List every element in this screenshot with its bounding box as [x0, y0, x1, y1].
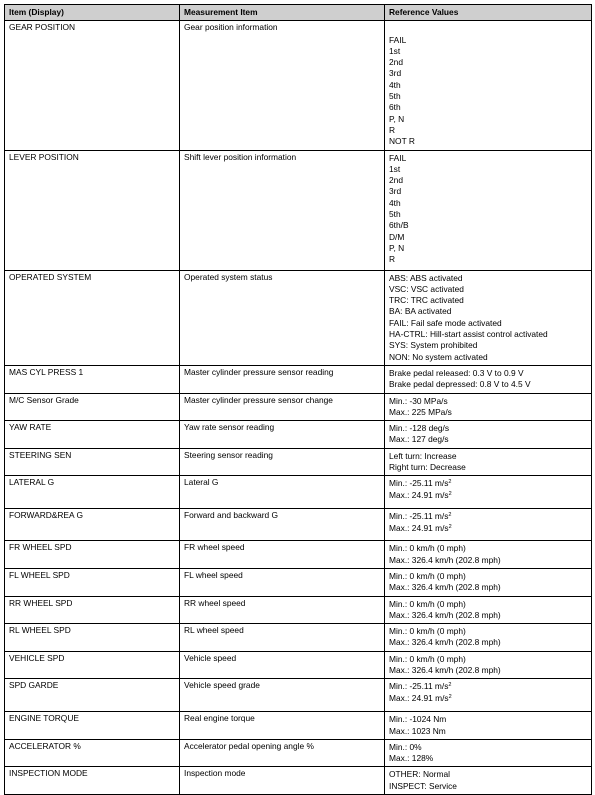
item-display-cell: ACCELERATOR % [5, 739, 180, 767]
item-display-cell: MAS CYL PRESS 1 [5, 365, 180, 393]
reference-value-text: Min.: -25.11 m/s [389, 681, 449, 692]
reference-value-text: Min.: 0 km/h (0 mph) [389, 653, 466, 664]
table-row [5, 421, 592, 449]
reference-values-table [4, 4, 592, 795]
reference-value-text: TRC: TRC activated [389, 295, 464, 306]
reference-value-line [389, 68, 587, 79]
reference-value-line [389, 125, 587, 136]
reference-value-line [389, 490, 587, 501]
reference-value-text: Max.: 24.91 m/s [389, 522, 449, 533]
reference-value-text: Min.: -25.11 m/s [389, 511, 449, 522]
reference-value-text: Max.: 127 deg/s [389, 434, 449, 445]
reference-value-line [389, 232, 587, 243]
item-display-cell: M/C Sensor Grade [5, 393, 180, 421]
reference-value-text: Max.: 326.4 km/h (202.8 mph) [389, 554, 501, 565]
reference-value-line [389, 781, 587, 792]
table-row [5, 365, 592, 393]
item-display-cell: INSPECTION MODE [5, 767, 180, 795]
reference-value-line [389, 637, 587, 648]
reference-values-cell [385, 476, 592, 509]
table-row [5, 21, 592, 150]
reference-value-line [389, 610, 587, 621]
table-row [5, 679, 592, 712]
reference-value-text: FAIL [389, 152, 407, 163]
item-display-cell: FORWARD&REA G [5, 509, 180, 541]
reference-value-line [389, 153, 587, 164]
item-display-cell: VEHICLE SPD [5, 651, 180, 679]
reference-value-line [389, 626, 587, 637]
reference-value-text: Min.: 0 km/h (0 mph) [389, 570, 466, 581]
reference-value-line [389, 462, 587, 473]
reference-value-text: Left turn: Increase [389, 450, 457, 461]
measurement-item-cell: RR wheel speed [180, 596, 385, 624]
measurement-item-cell: Master cylinder pressure sensor change [180, 393, 385, 421]
reference-value-text: Max.: 1023 Nm [389, 725, 446, 736]
reference-value-line [389, 198, 587, 209]
reference-value-text: FAIL [389, 34, 407, 45]
reference-values-cell [385, 150, 592, 270]
reference-value-text: Max.: 326.4 km/h (202.8 mph) [389, 637, 501, 648]
reference-value-text: P, N [389, 242, 405, 253]
reference-values-cell [385, 739, 592, 767]
unit-exponent: 2 [448, 479, 452, 486]
reference-value-text: Min.: -30 MPa/s [389, 395, 448, 406]
reference-value-text: Right turn: Decrease [389, 462, 466, 473]
reference-value-text: Max.: 128% [389, 753, 434, 764]
reference-value-text: 1st [389, 163, 401, 174]
reference-values-cell [385, 421, 592, 449]
document-page [4, 4, 591, 795]
reference-values-cell [385, 21, 592, 150]
reference-value-line [389, 543, 587, 554]
reference-value-line [389, 102, 587, 113]
reference-values-cell [385, 448, 592, 476]
item-display-cell: LEVER POSITION [5, 150, 180, 270]
measurement-item-cell: Gear position information [180, 21, 385, 150]
reference-value-line [389, 478, 587, 489]
reference-value-line [389, 186, 587, 197]
table-row [5, 476, 592, 509]
reference-value-line [389, 571, 587, 582]
reference-values-cell [385, 596, 592, 624]
reference-value-text: Min.: -25.11 m/s [389, 478, 449, 489]
table-row [5, 509, 592, 541]
reference-value-text: Max.: 326.4 km/h (202.8 mph) [389, 582, 501, 593]
measurement-item-cell: Vehicle speed grade [180, 679, 385, 712]
reference-values-cell [385, 568, 592, 596]
reference-value-text: FAIL: Fail safe mode activated [389, 317, 502, 328]
reference-value-line [389, 555, 587, 566]
item-display-cell: LATERAL G [5, 476, 180, 509]
reference-value-line [389, 753, 587, 764]
measurement-item-cell: Yaw rate sensor reading [180, 421, 385, 449]
reference-values-cell [385, 712, 592, 740]
reference-value-text: P, N [389, 113, 405, 124]
reference-value-text: Min.: 0 km/h (0 mph) [389, 626, 466, 637]
reference-value-text: 4th [389, 197, 401, 208]
measurement-item-cell: Shift lever position information [180, 150, 385, 270]
table-row [5, 448, 592, 476]
unit-exponent: 2 [448, 523, 452, 530]
reference-value-line [389, 379, 587, 390]
reference-value-text: NON: No system activated [389, 351, 488, 362]
reference-value-text: INSPECT: Service [389, 780, 457, 791]
item-display-cell: SPD GARDE [5, 679, 180, 712]
reference-value-line [389, 523, 587, 534]
measurement-item-cell: Lateral G [180, 476, 385, 509]
reference-values-cell [385, 509, 592, 541]
reference-value-line [389, 340, 587, 351]
measurement-item-cell: Steering sensor reading [180, 448, 385, 476]
measurement-item-cell: Vehicle speed [180, 651, 385, 679]
reference-value-line [389, 243, 587, 254]
reference-values-cell [385, 651, 592, 679]
table-header-row [5, 5, 592, 21]
table-row [5, 568, 592, 596]
reference-value-text: OTHER: Normal [389, 769, 450, 780]
reference-value-line [389, 726, 587, 737]
measurement-item-cell: RL wheel speed [180, 624, 385, 652]
reference-value-text: SYS: System prohibited [389, 340, 478, 351]
reference-value-line [389, 451, 587, 462]
reference-value-line [389, 35, 587, 46]
reference-value-text: Max.: 326.4 km/h (202.8 mph) [389, 609, 501, 620]
item-display-cell: STEERING SEN [5, 448, 180, 476]
reference-values-cell [385, 393, 592, 421]
unit-exponent: 2 [448, 682, 452, 689]
reference-value-line [389, 46, 587, 57]
reference-value-line [389, 368, 587, 379]
measurement-item-cell: Inspection mode [180, 767, 385, 795]
measurement-item-cell: Forward and backward G [180, 509, 385, 541]
table-row [5, 596, 592, 624]
item-display-cell: RL WHEEL SPD [5, 624, 180, 652]
reference-value-line [389, 306, 587, 317]
reference-value-text: Min.: 0 km/h (0 mph) [389, 543, 466, 554]
reference-value-text: R [389, 254, 396, 265]
reference-value-line [389, 136, 587, 147]
item-display-cell: ENGINE TORQUE [5, 712, 180, 740]
header-reference-values: Reference Values [385, 5, 592, 21]
reference-value-text: 6th [389, 102, 401, 113]
reference-value-line [389, 654, 587, 665]
reference-value-text: 6th/B [389, 220, 409, 231]
reference-value-line [389, 423, 587, 434]
reference-value-line [389, 80, 587, 91]
reference-value-line [389, 220, 587, 231]
item-display-cell: FL WHEEL SPD [5, 568, 180, 596]
header-measurement-item: Measurement Item [180, 5, 385, 21]
reference-value-text: 5th [389, 91, 401, 102]
reference-value-line [389, 582, 587, 593]
reference-value-text: Min.: 0 km/h (0 mph) [389, 598, 466, 609]
reference-value-line [389, 175, 587, 186]
reference-value-text: ABS: ABS activated [389, 272, 463, 283]
measurement-item-cell: Accelerator pedal opening angle % [180, 739, 385, 767]
reference-value-line [389, 114, 587, 125]
table-row [5, 712, 592, 740]
reference-value-text: R [389, 124, 396, 135]
reference-value-text: Min.: -1024 Nm [389, 714, 447, 725]
table-row [5, 651, 592, 679]
item-display-cell: GEAR POSITION [5, 21, 180, 150]
reference-value-line [389, 329, 587, 340]
reference-value-line [389, 164, 587, 175]
reference-value-text: 4th [389, 79, 401, 90]
reference-value-text: Max.: 225 MPa/s [389, 406, 452, 417]
unit-exponent: 2 [448, 512, 452, 519]
reference-value-text: Brake pedal depressed: 0.8 V to 4.5 V [389, 379, 531, 390]
reference-value-line [389, 318, 587, 329]
table-row [5, 270, 592, 365]
reference-values-cell [385, 541, 592, 569]
reference-value-line [389, 714, 587, 725]
reference-value-line [389, 284, 587, 295]
table-row [5, 541, 592, 569]
table-row [5, 739, 592, 767]
reference-value-text: Max.: 326.4 km/h (202.8 mph) [389, 664, 501, 675]
table-row [5, 150, 592, 270]
header-item-display: Item (Display) [5, 5, 180, 21]
reference-values-cell [385, 767, 592, 795]
reference-value-line [389, 91, 587, 102]
reference-value-text: Max.: 24.91 m/s [389, 692, 449, 703]
reference-value-text: NOT R [389, 136, 415, 147]
reference-value-text: 3rd [389, 68, 402, 79]
reference-value-line [389, 352, 587, 363]
reference-values-cell [385, 270, 592, 365]
reference-value-line [389, 57, 587, 68]
table-row [5, 767, 592, 795]
reference-value-text: Min.: 0% [389, 741, 422, 752]
reference-value-text: BA: BA activated [389, 306, 452, 317]
reference-value-line [389, 295, 587, 306]
reference-values-cell [385, 365, 592, 393]
reference-value-line [389, 23, 587, 34]
reference-value-line [389, 434, 587, 445]
table-row [5, 624, 592, 652]
reference-value-line [389, 681, 587, 692]
reference-value-line [389, 693, 587, 704]
reference-value-text: Max.: 24.91 m/s [389, 489, 449, 500]
measurement-item-cell: Real engine torque [180, 712, 385, 740]
measurement-item-cell: FR wheel speed [180, 541, 385, 569]
unit-exponent: 2 [448, 490, 452, 497]
reference-value-line [389, 742, 587, 753]
item-display-cell: OPERATED SYSTEM [5, 270, 180, 365]
reference-value-text: 1st [389, 45, 401, 56]
unit-exponent: 2 [448, 693, 452, 700]
item-display-cell: FR WHEEL SPD [5, 541, 180, 569]
reference-value-line [389, 599, 587, 610]
reference-value-text: Brake pedal released: 0.3 V to 0.9 V [389, 367, 524, 378]
reference-value-text: 3rd [389, 186, 402, 197]
measurement-item-cell: Master cylinder pressure sensor reading [180, 365, 385, 393]
reference-values-cell [385, 624, 592, 652]
reference-value-text: D/M [389, 231, 405, 242]
reference-value-line [389, 254, 587, 265]
reference-value-line [389, 511, 587, 522]
reference-values-cell [385, 679, 592, 712]
reference-value-line [389, 769, 587, 780]
reference-value-line [389, 665, 587, 676]
reference-value-line [389, 273, 587, 284]
reference-value-text: VSC: VSC activated [389, 283, 464, 294]
measurement-item-cell: FL wheel speed [180, 568, 385, 596]
reference-value-line [389, 396, 587, 407]
reference-value-text: HA-CTRL: Hill-start assist control activated [389, 329, 548, 340]
item-display-cell: RR WHEEL SPD [5, 596, 180, 624]
table-row [5, 393, 592, 421]
reference-value-line [389, 407, 587, 418]
reference-value-line [389, 209, 587, 220]
reference-value-text: 5th [389, 209, 401, 220]
reference-value-text: 2nd [389, 175, 403, 186]
item-display-cell: YAW RATE [5, 421, 180, 449]
reference-value-text: Min.: -128 deg/s [389, 423, 450, 434]
reference-value-text: 2nd [389, 57, 403, 68]
measurement-item-cell: Operated system status [180, 270, 385, 365]
